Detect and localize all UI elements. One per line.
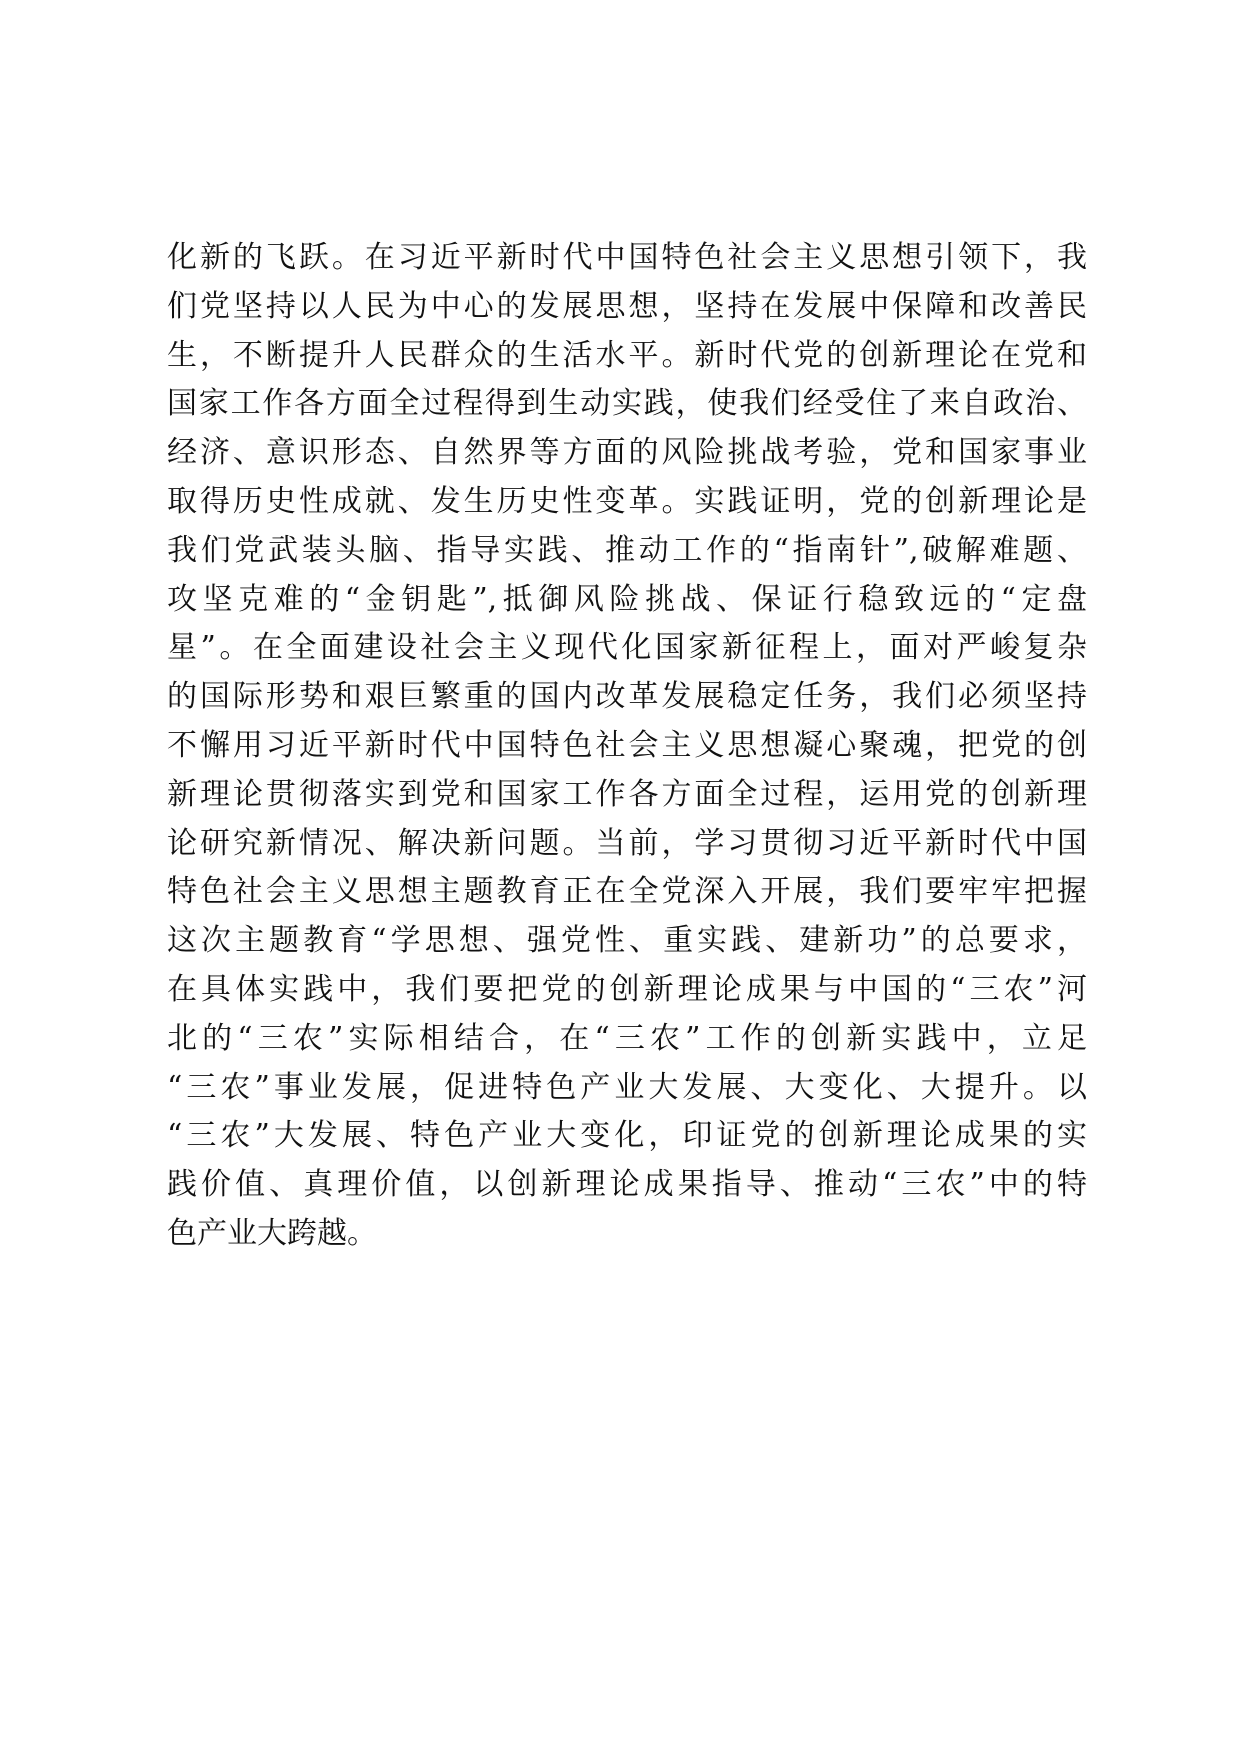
text-line: 生，不断提升人民群众的生活水平。新时代党的创新理论在党和 [167,337,1087,373]
text-line: 北的“三农”实际相结合，在“三农”工作的创新实践中，立足 [167,1020,1087,1056]
text-line: 新理论贯彻落实到党和国家工作各方面全过程，运用党的创新理 [167,776,1087,812]
text-line: 经济、意识形态、自然界等方面的风险挑战考验，党和国家事业 [167,435,1087,471]
text-line: 的国际形势和艰巨繁重的国内改革发展稳定任务，我们必须坚持 [167,679,1087,715]
text-line-last: 色产业大跨越。 [167,1215,377,1251]
text-line: 取得历史性成就、发生历史性变革。实践证明，党的创新理论是 [167,483,1087,519]
text-line: 论研究新情况、解决新问题。当前，学习贯彻习近平新时代中国 [167,825,1087,861]
text-line: 星”。在全面建设社会主义现代化国家新征程上，面对严峻复杂 [167,630,1087,666]
text-line: “三农”事业发展，促进特色产业大发展、大变化、大提升。以 [167,1069,1087,1105]
text-line: 在具体实践中，我们要把党的创新理论成果与中国的“三农”河 [167,971,1087,1007]
body-paragraph [167,234,1087,1259]
text-line: 这次主题教育“学思想、强党性、重实践、建新功”的总要求， [167,923,1087,959]
text-line: 特色社会主义思想主题教育正在全党深入开展，我们要牢牢把握 [167,874,1087,910]
text-line: 践价值、真理价值，以创新理论成果指导、推动“三农”中的特 [167,1167,1087,1203]
text-line: “三农”大发展、特色产业大变化，印证党的创新理论成果的实 [167,1118,1087,1154]
text-line: 化新的飞跃。在习近平新时代中国特色社会主义思想引领下，我 [167,240,1087,275]
text-line: 们党坚持以人民为中心的发展思想，坚持在发展中保障和改善民 [167,288,1087,324]
text-line: 不懈用习近平新时代中国特色社会主义思想凝心聚魂，把党的创 [167,727,1087,763]
text-line: 攻坚克难的“金钥匙”,抵御风险挑战、保证行稳致远的“定盘 [167,581,1087,617]
text-line: 我们党武装头脑、指导实践、推动工作的“指南针”,破解难题、 [167,532,1087,568]
text-line: 国家工作各方面全过程得到生动实践，使我们经受住了来自政治、 [167,386,1087,422]
